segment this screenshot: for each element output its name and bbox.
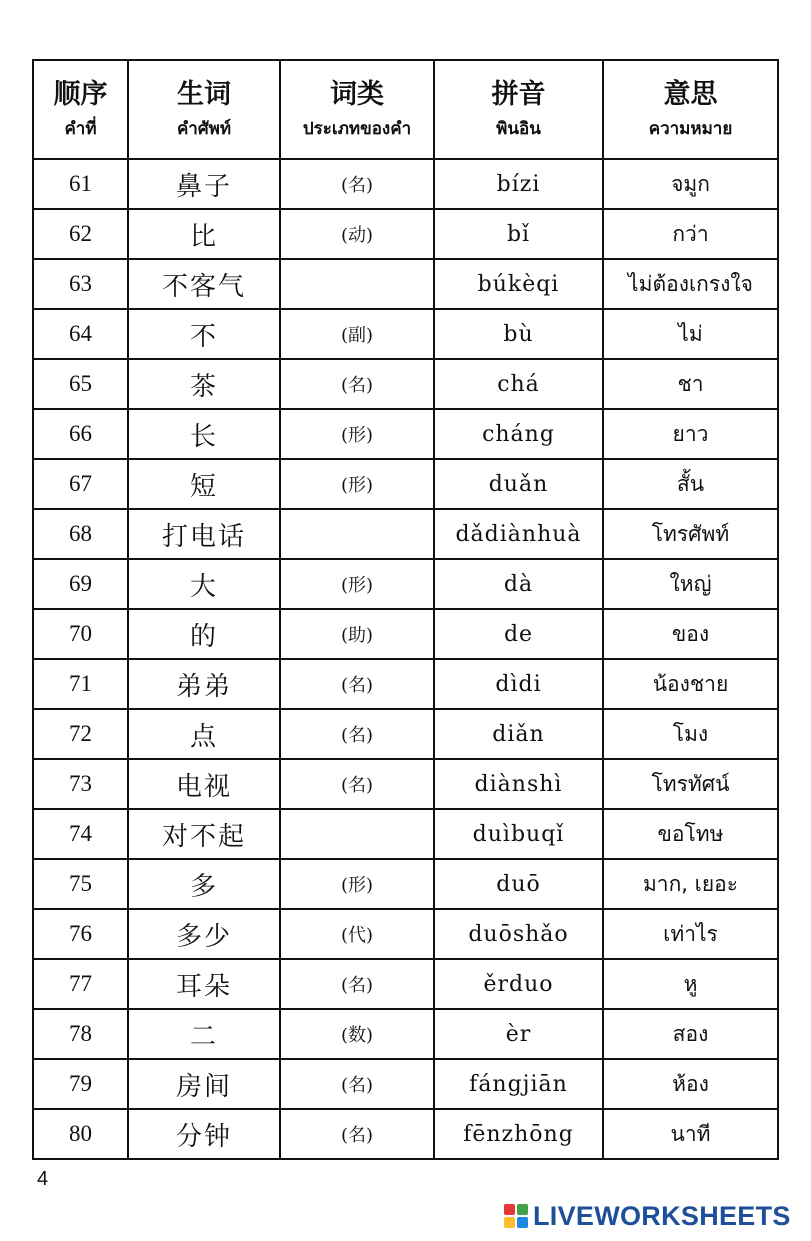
logo-square-red <box>504 1204 515 1215</box>
row-part-of-speech: (数) <box>280 1009 434 1059</box>
row-meaning: โทรศัพท์ <box>603 509 778 559</box>
row-word: 对不起 <box>128 809 280 859</box>
row-pinyin: de <box>434 609 603 659</box>
row-number: 77 <box>33 959 128 1009</box>
table-row <box>33 959 778 1009</box>
table-row <box>33 359 778 409</box>
row-number: 68 <box>33 509 128 559</box>
row-word: 多 <box>128 859 280 909</box>
row-word: 不 <box>128 309 280 359</box>
table-row <box>33 209 778 259</box>
row-meaning: โมง <box>603 709 778 759</box>
row-pinyin: dà <box>434 559 603 609</box>
row-part-of-speech: (助) <box>280 609 434 659</box>
row-word: 房间 <box>128 1059 280 1109</box>
row-number: 76 <box>33 909 128 959</box>
page-number: 4 <box>37 1168 49 1190</box>
row-word: 多少 <box>128 909 280 959</box>
table-row <box>33 559 778 609</box>
row-word: 耳朵 <box>128 959 280 1009</box>
row-pinyin: duǎn <box>434 459 603 509</box>
row-number: 67 <box>33 459 128 509</box>
logo-square-blue <box>517 1217 528 1228</box>
row-pinyin: duìbuqǐ <box>434 809 603 859</box>
table-row <box>33 309 778 359</box>
row-meaning: จมูก <box>603 159 778 209</box>
row-number: 80 <box>33 1109 128 1159</box>
table-row <box>33 1109 778 1159</box>
row-word: 二 <box>128 1009 280 1059</box>
row-meaning: ไม่ต้องเกรงใจ <box>603 259 778 309</box>
table-row <box>33 859 778 909</box>
row-meaning: น้องชาย <box>603 659 778 709</box>
liveworksheets-logo-icon <box>504 1204 528 1228</box>
row-word: 弟弟 <box>128 659 280 709</box>
header-word-zh: 生词 <box>177 78 231 110</box>
row-part-of-speech: (名) <box>280 1059 434 1109</box>
row-word: 分钟 <box>128 1109 280 1159</box>
row-meaning: มาก, เยอะ <box>603 859 778 909</box>
header-part-of-speech-zh: 词类 <box>330 78 384 110</box>
row-meaning: ของ <box>603 609 778 659</box>
row-pinyin: dǎdiànhuà <box>434 509 603 559</box>
row-word: 比 <box>128 209 280 259</box>
row-part-of-speech: (形) <box>280 859 434 909</box>
row-pinyin: fēnzhōng <box>434 1109 603 1159</box>
vocabulary-table <box>32 59 779 1160</box>
header-part-of-speech <box>280 60 434 159</box>
row-meaning: สั้น <box>603 459 778 509</box>
row-meaning: นาที <box>603 1109 778 1159</box>
row-number: 63 <box>33 259 128 309</box>
row-number: 73 <box>33 759 128 809</box>
header-order-th: คำที่ <box>64 118 97 139</box>
table-row <box>33 409 778 459</box>
row-part-of-speech: (名) <box>280 709 434 759</box>
row-pinyin: duōshǎo <box>434 909 603 959</box>
row-word: 打电话 <box>128 509 280 559</box>
row-number: 64 <box>33 309 128 359</box>
row-number: 65 <box>33 359 128 409</box>
row-word: 茶 <box>128 359 280 409</box>
header-part-of-speech-th: ประเภทของคำ <box>302 118 412 139</box>
row-meaning: ขอโทษ <box>603 809 778 859</box>
row-pinyin: diǎn <box>434 709 603 759</box>
row-number: 70 <box>33 609 128 659</box>
row-part-of-speech: (形) <box>280 559 434 609</box>
header-pinyin <box>434 60 603 159</box>
row-part-of-speech: (名) <box>280 359 434 409</box>
row-part-of-speech: (代) <box>280 909 434 959</box>
row-number: 69 <box>33 559 128 609</box>
row-word: 电视 <box>128 759 280 809</box>
row-meaning: หู <box>603 959 778 1009</box>
row-meaning: กว่า <box>603 209 778 259</box>
row-pinyin: ěrduo <box>434 959 603 1009</box>
table-row <box>33 909 778 959</box>
row-number: 71 <box>33 659 128 709</box>
row-number: 78 <box>33 1009 128 1059</box>
row-number: 62 <box>33 209 128 259</box>
table-row <box>33 1009 778 1059</box>
table-header <box>33 60 778 159</box>
row-pinyin: chá <box>434 359 603 409</box>
table-row <box>33 159 778 209</box>
liveworksheets-branding[interactable] <box>504 1201 791 1231</box>
row-meaning: ใหญ่ <box>603 559 778 609</box>
row-pinyin: bù <box>434 309 603 359</box>
table-row <box>33 709 778 759</box>
row-word: 不客气 <box>128 259 280 309</box>
table-row <box>33 1059 778 1109</box>
row-pinyin: duō <box>434 859 603 909</box>
row-meaning: สอง <box>603 1009 778 1059</box>
row-part-of-speech: (名) <box>280 659 434 709</box>
row-number: 79 <box>33 1059 128 1109</box>
row-part-of-speech <box>280 509 434 559</box>
table-body <box>33 159 778 1159</box>
logo-square-green <box>517 1204 528 1215</box>
table-row <box>33 809 778 859</box>
row-pinyin: bǐ <box>434 209 603 259</box>
table-row <box>33 509 778 559</box>
header-meaning-zh: 意思 <box>663 78 718 110</box>
header-word-th: คำศัพท์ <box>176 118 232 139</box>
logo-square-yellow <box>504 1217 515 1228</box>
row-word: 短 <box>128 459 280 509</box>
header-pinyin-zh: 拼音 <box>491 78 546 110</box>
row-pinyin: cháng <box>434 409 603 459</box>
row-part-of-speech: (形) <box>280 409 434 459</box>
row-part-of-speech: (名) <box>280 159 434 209</box>
row-pinyin: dìdi <box>434 659 603 709</box>
table-row <box>33 659 778 709</box>
row-number: 72 <box>33 709 128 759</box>
row-word: 大 <box>128 559 280 609</box>
row-pinyin: bízi <box>434 159 603 209</box>
row-meaning: โทรทัศน์ <box>603 759 778 809</box>
row-word: 的 <box>128 609 280 659</box>
row-part-of-speech: (形) <box>280 459 434 509</box>
row-part-of-speech: (副) <box>280 309 434 359</box>
row-number: 66 <box>33 409 128 459</box>
row-meaning: ชา <box>603 359 778 409</box>
header-word <box>128 60 280 159</box>
row-pinyin: èr <box>434 1009 603 1059</box>
header-order <box>33 60 128 159</box>
row-part-of-speech <box>280 259 434 309</box>
row-word: 点 <box>128 709 280 759</box>
row-word: 鼻子 <box>128 159 280 209</box>
row-word: 长 <box>128 409 280 459</box>
row-part-of-speech <box>280 809 434 859</box>
row-part-of-speech: (动) <box>280 209 434 259</box>
row-number: 75 <box>33 859 128 909</box>
row-pinyin: búkèqi <box>434 259 603 309</box>
liveworksheets-text: LIVEWORKSHEETS <box>533 1200 791 1231</box>
table-row <box>33 759 778 809</box>
row-pinyin: fángjiān <box>434 1059 603 1109</box>
row-part-of-speech: (名) <box>280 1109 434 1159</box>
row-meaning: ยาว <box>603 409 778 459</box>
row-meaning: ห้อง <box>603 1059 778 1109</box>
row-number: 61 <box>33 159 128 209</box>
row-pinyin: diànshì <box>434 759 603 809</box>
row-part-of-speech: (名) <box>280 759 434 809</box>
row-meaning: เท่าไร <box>603 909 778 959</box>
header-order-zh: 顺序 <box>53 78 108 110</box>
header-meaning-th: ความหมาย <box>648 118 733 139</box>
table-row <box>33 459 778 509</box>
table-row <box>33 609 778 659</box>
header-pinyin-th: พินอิน <box>496 118 541 139</box>
row-part-of-speech: (名) <box>280 959 434 1009</box>
table-row <box>33 259 778 309</box>
row-number: 74 <box>33 809 128 859</box>
row-meaning: ไม่ <box>603 309 778 359</box>
header-meaning <box>603 60 778 159</box>
header-row <box>33 60 778 159</box>
